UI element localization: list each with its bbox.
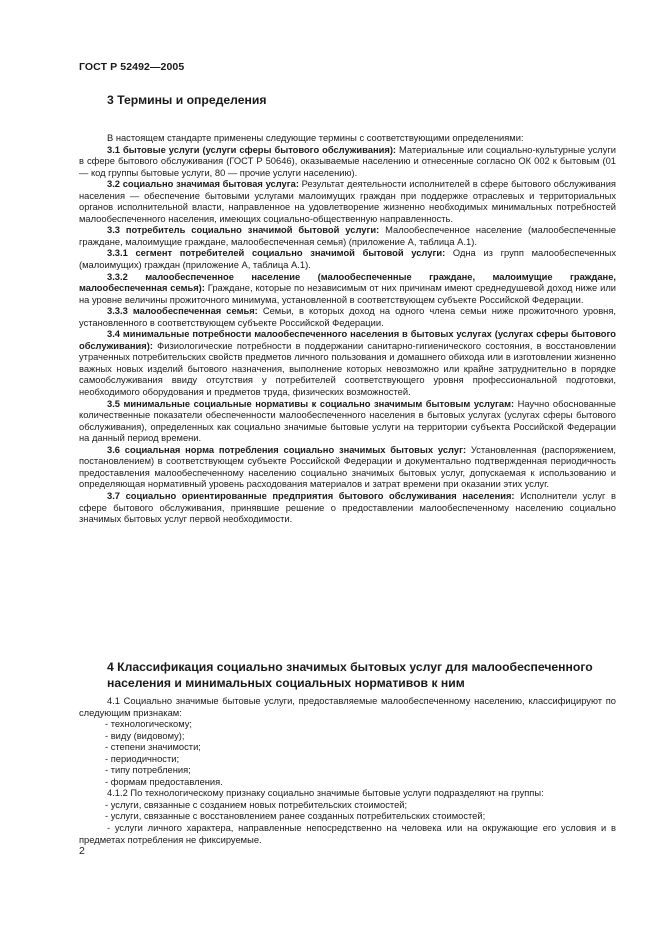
list-item-last: - услуги личного характера, направленные непосредственно на человека или на окружающие его условия и в предметах потребления не фиксируемые. [79,823,616,845]
paragraph-4-1-2: 4.1.2 По технологическому признаку социально значимые бытовые услуги подразделяют на группы: [107,788,544,799]
paragraph-4-1: 4.1 Социально значимые бытовые услуги, предоставляемые малообеспеченному населению, классифицируют по следующим признакам: [79,696,616,718]
list-item: - типу потребления; [105,765,191,776]
list-item: - услуги, связанные с созданием новых потребительских стоимостей; [105,799,408,810]
term-3-3-2-definition: Граждане, которые по независимым от них причинам имеют среднедушевой доход ниже или на уровне величины прожиточного минимума, установленной в соответствующем субъекте Российской Федерации. [79,283,616,305]
list-item: - виду (видовому); [105,730,185,741]
term-3-5 [79,399,616,445]
term-3-3-3 [79,306,616,329]
term-3-3-1-definition: Одна из групп малообеспеченных (малоимущих) граждан (приложение А, таблица А.1). [79,248,617,271]
term-3-5-definition: Научно обоснованные количественные показатели обеспеченности малообеспеченного населения в бытовых услугах (услугах сферы бытового обслуживания), определенных как социально значимые бытовые услуги на территории субъекта Российской Федерации на данный период времени. [79,398,616,444]
section-3-intro: В настоящем стандарте применены следующие термины с соответствующими определениями: [107,133,524,143]
term-3-3-definition: Малообеспеченное население (малообеспеченные граждане, малоимущие граждане, малообеспеченная семья) (приложение А, таблица А.1). [79,225,617,247]
list-item: - технологическому; [105,719,192,730]
term-3-7 [79,491,616,526]
term-3-3-2-name: 3.3.2 малообеспеченное население (малообеспеченные граждане, малоимущие граждане, малообеспеченная семья): [79,271,616,294]
list-item: - услуги, связанные с восстановлением ранее созданных потребительских стоимостей; [105,811,486,822]
term-3-2-definition: Результат деятельности исполнителей в сфере бытового обслуживания населения — обеспечение бытовыми услугами малоимущих граждан при поддержке отраслевых и территориальных органов исполнительной власти, направленное на удовлетворение жизненно необходимых минимальных потребностей малообеспеченного населения, имеющих социально-общественную направленность. [79,179,616,224]
list-item: - формам предоставления. [105,776,223,787]
term-3-3-1-name: 3.3.1 сегмент потребителей социально значимой бытовой услуги: [107,248,446,259]
list-item: - степени значимости; [105,742,201,753]
term-3-3-3-definition: Семьи, в которых доход на одного члена семьи ниже прожиточного уровня, установленного в соответствующем субъекте Российской Федерации. [79,306,617,328]
section-4-body [79,696,616,846]
term-3-1-name: 3.1 бытовые услуги (услуги сферы бытового обслуживания): [107,144,397,155]
term-3-4-name: 3.4 минимальные потребности малообеспеченного населения в бытовых услугах (услугах сферы бытового обслуживания): [79,329,616,351]
term-3-3 [79,225,616,248]
list-item: - периодичности; [105,753,180,764]
term-3-4-definition: Физиологические потребности в поддержании санитарно-гигиенического состояния, в восстановлении утраченных потребительских свойств предметов личного пользования и домашнего обихода или в изготовлении жизненно важных новых изделий бытового назначения, выполнение которых невозможно или крайне затруднительно в порядке самообслуживания ввиду отсутствия у потребителей соответствующего уровня профессиональной подготовки, необходимого оборудования и предметов труда, физических возможностей. [79,340,616,398]
term-3-7-definition: Исполнители услуг в сфере бытового обслуживания, принявшие решение о предоставлении малообеспеченному населению социально значимых бытовых услуг первой необходимости. [79,490,616,525]
term-3-3-3-name: 3.3.3 малообеспеченная семья: [107,306,258,317]
term-3-1-definition: Материальные или социально-культурные услуги в сфере бытового обслуживания (ГОСТ Р 50646), оказываемые населению и отнесенные согласно ОК 002 к бытовым (01 — код группы бытовые услуги, 80 — прочие услуги населению). [79,144,616,178]
section-4-title: 4 Классификация социально значимых бытовых услуг для малообеспеченного населения и минимальных социальных нормативов к ним [107,660,593,690]
term-3-3-2 [79,272,616,307]
section-3-title: 3 Термины и определения [107,93,267,107]
term-3-3-1 [79,248,616,271]
term-3-1 [79,145,616,180]
term-3-3-name: 3.3 потребитель социально значимой бытовой услуги: [107,225,380,236]
term-3-6-definition: Установленная (распоряжением, постановлением) в соответствующем субъекте Российской Федерации и документально подтвержденная периодичность предоставления малообеспеченному населению социально значимых бытовых услуг, допускаемая к использованию и определяющая нормативный уровень расходования материалов и затрат времени при оказании этих услуг. [79,444,616,490]
term-3-7-name: 3.7 социально ориентированные предприятия бытового обслуживания населения: [107,490,515,501]
term-3-4 [79,329,616,398]
section-3-body [79,133,616,526]
term-3-2 [79,179,616,225]
page-number: 2 [79,845,85,857]
term-3-2-name: 3.2 социально значимая бытовая услуга: [107,179,299,190]
term-3-5-name: 3.5 минимальные социальные нормативы к социально значимым бытовым услугам: [107,398,515,409]
document-header: ГОСТ Р 52492—2005 [79,61,185,73]
term-3-6 [79,445,616,491]
term-3-6-name: 3.6 социальная норма потребления социально значимых бытовых услуг: [107,444,467,455]
